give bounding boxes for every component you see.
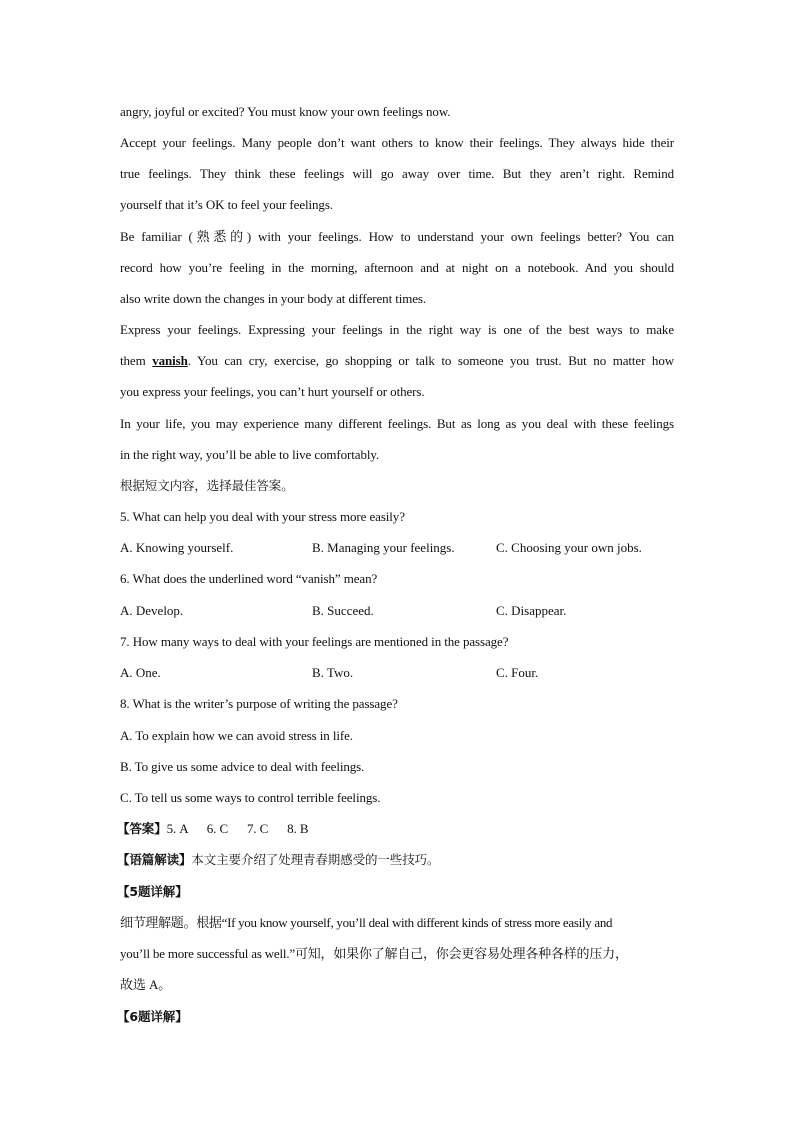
passage-line: also write down the changes in your body at different times.: [120, 291, 427, 306]
detail-line: 故选 A。: [120, 977, 172, 992]
option-a: A. Knowing yourself.: [120, 540, 234, 555]
answer-label: 【答案】: [117, 821, 167, 836]
instruction: 根据短文内容，选择最佳答案。: [120, 478, 294, 493]
question-stem: 7. How many ways to deal with your feelings are mentioned in the passage?: [120, 634, 509, 649]
detail-heading: 【5题详解】: [117, 884, 188, 899]
question-stem: 6. What does the underlined word “vanish” mean?: [120, 571, 378, 586]
passage-line: Express your feelings. Expressing your feelings in the right way is one of the best ways to make: [120, 322, 674, 337]
underlined-word: vanish: [152, 353, 188, 368]
question-stem: 5. What can help you deal with your stress more easily?: [120, 509, 405, 524]
detail-line: 细节理解题。根据“If you know yourself, you’ll deal with different kinds of stress more easily and: [120, 915, 613, 930]
passage-line: [120, 351, 674, 371]
detail-line: you’ll be more successful as well.”可知，如果你了解自己，你会更容易处理各种各样的压力，: [120, 946, 628, 961]
question-stem: 8. What is the writer’s purpose of writing the passage?: [120, 696, 398, 711]
analysis-label: 【语篇解读】: [117, 852, 192, 867]
option-c: C. Disappear.: [496, 603, 567, 618]
option-c: C. To tell us some ways to control terrible feelings.: [120, 790, 381, 805]
passage-line: record how you’re feeling in the morning, afternoon and at night on a notebook. And you should: [120, 260, 674, 275]
option-b: B. Succeed.: [312, 603, 374, 618]
passage-line: yourself that it’s OK to feel your feelings.: [120, 197, 333, 212]
analysis-line: [117, 850, 439, 870]
passage-line: you express your feelings, you can’t hurt yourself or others.: [120, 384, 425, 399]
option-c: C. Choosing your own jobs.: [496, 540, 642, 555]
passage-text: them: [120, 353, 153, 368]
answer-line: [117, 819, 308, 839]
option-c: C. Four.: [496, 665, 539, 680]
passage-text: . You can cry, exercise, go shopping or talk to someone you trust. But no matter how: [187, 353, 675, 368]
option-a: A. One.: [120, 665, 161, 680]
option-a: A. Develop.: [120, 603, 184, 618]
passage-line: Be familiar (熟悉的) with your feelings. How to understand your own feelings better? You can: [120, 229, 674, 244]
answer-text: 5. A 6. C 7. C 8. B: [166, 821, 309, 836]
option-a: A. To explain how we can avoid stress in life.: [120, 728, 353, 743]
option-b: B. To give us some advice to deal with feelings.: [120, 759, 365, 774]
passage-line: in the right way, you’ll be able to live comfortably.: [120, 447, 380, 462]
passage-line: true feelings. They think these feelings will go away over time. But they aren’t right. Remind: [120, 166, 674, 181]
analysis-text: 本文主要介绍了处理青春期感受的一些技巧。: [191, 852, 440, 867]
passage-line: angry, joyful or excited? You must know your own feelings now.: [120, 104, 451, 119]
passage-line: Accept your feelings. Many people don’t want others to know their feelings. They always hide their: [120, 135, 674, 150]
option-b: B. Two.: [312, 665, 354, 680]
passage-line: In your life, you may experience many different feelings. But as long as you deal with these feelings: [120, 416, 674, 431]
option-b: B. Managing your feelings.: [312, 540, 455, 555]
detail-heading: 【6题详解】: [117, 1009, 188, 1024]
